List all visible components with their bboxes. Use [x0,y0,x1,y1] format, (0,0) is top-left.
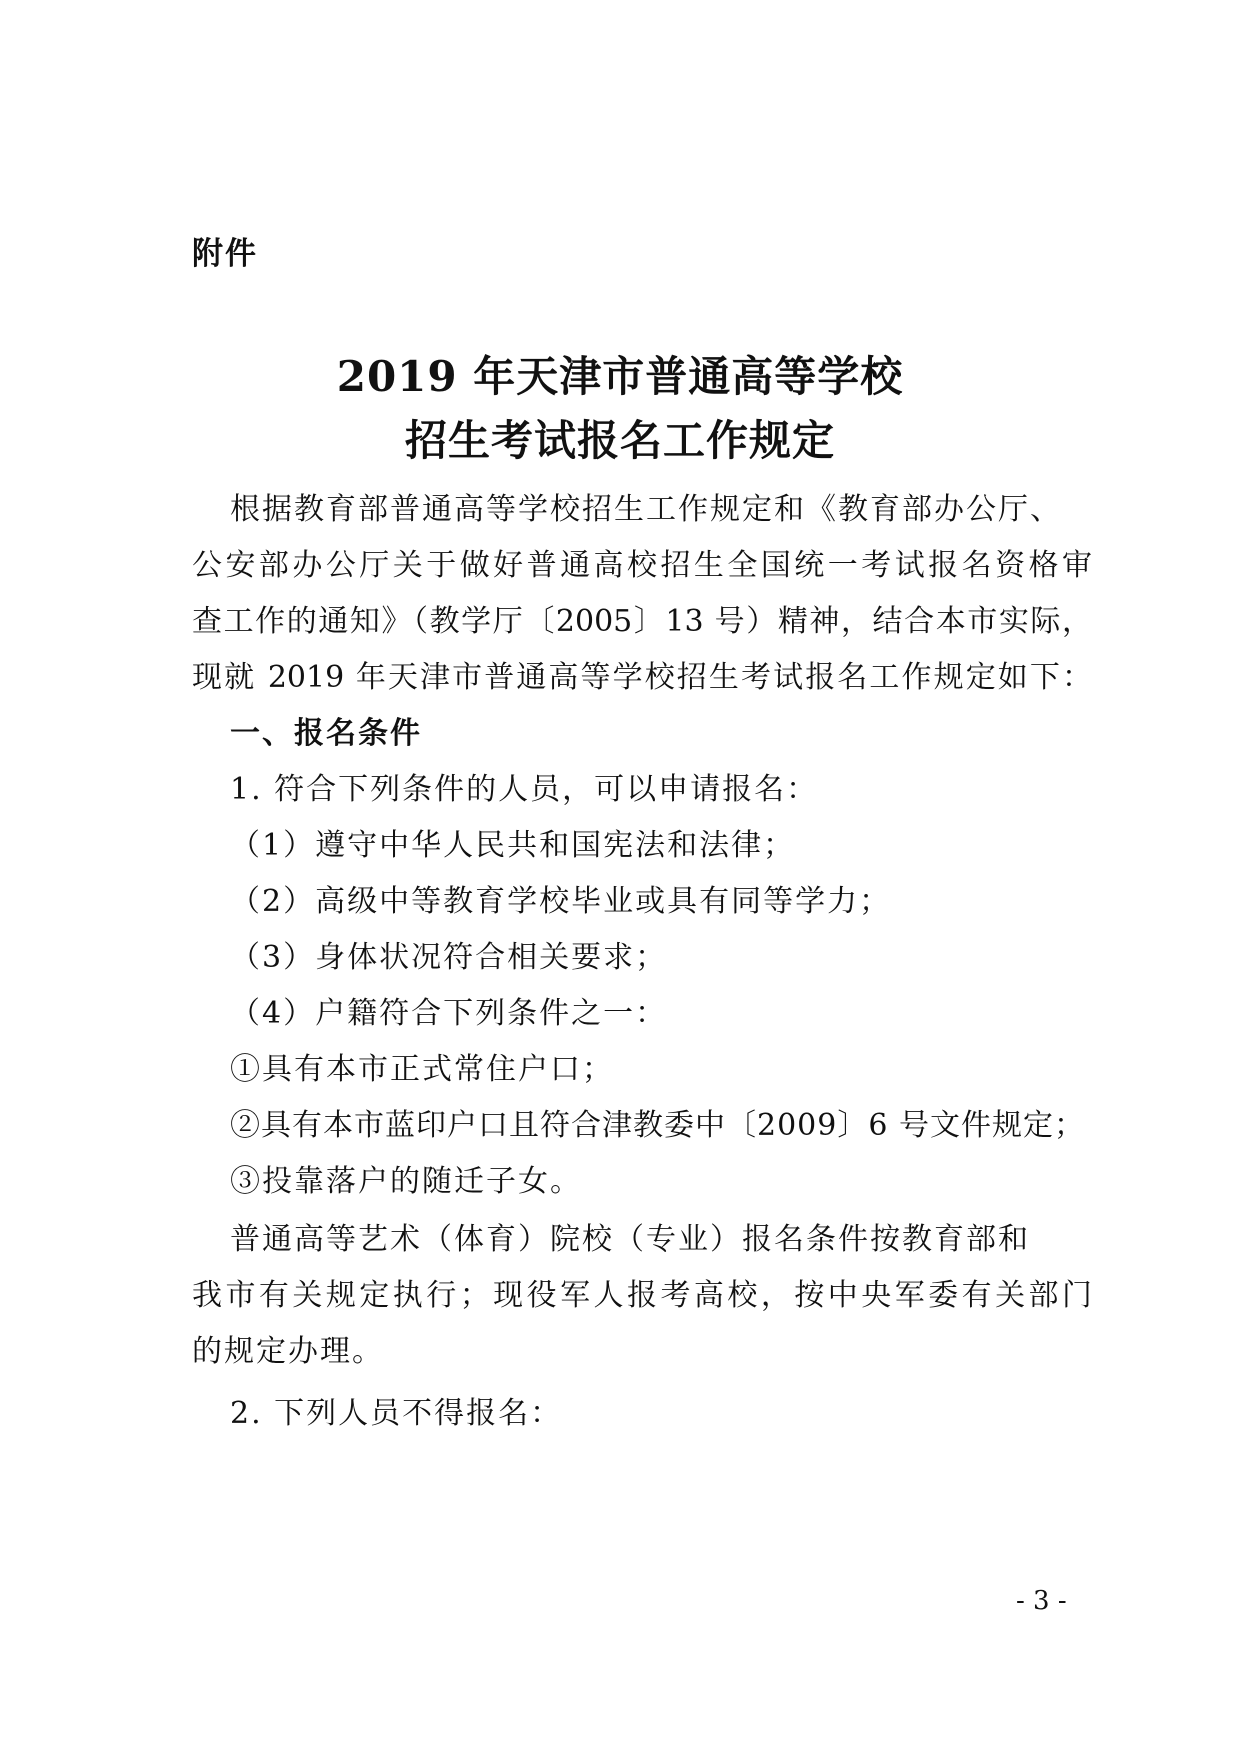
item-2-lead: 2. 下列人员不得报名： [230,1396,563,1431]
intro-line-4: 现就 2019 年天津市普通高等学校招生考试报名工作规定如下： [192,660,1092,695]
section-heading: 一、报名条件 [230,716,422,751]
art-paragraph-line-1: 普通高等艺术（体育）院校（专业）报名条件按教育部和 [230,1222,1030,1257]
art-paragraph-line-3: 的规定办理。 [192,1334,384,1369]
household-item: ①具有本市正式常住户口； [230,1052,614,1087]
condition-item: （1）遵守中华人民共和国宪法和法律； [230,828,796,863]
intro-line-1: 根据教育部普通高等学校招生工作规定和《教育部办公厅、 [230,492,1062,527]
intro-line-2: 公安部办公厅关于做好普通高校招生全国统一考试报名资格审 [192,548,1092,583]
household-item: ③投靠落户的随迁子女。 [230,1164,582,1199]
document-title-line-1: 2019 年天津市普通高等学校 [336,352,904,401]
condition-item: （4）户籍符合下列条件之一： [230,996,668,1031]
item-1-lead: 1. 符合下列条件的人员，可以申请报名： [230,772,819,807]
condition-item: （3）身体状况符合相关要求； [230,940,668,975]
condition-item: （2）高级中等教育学校毕业或具有同等学力； [230,884,892,919]
document-title-line-2: 招生考试报名工作规定 [404,416,835,465]
attachment-label: 附件 [192,236,258,272]
household-item: ②具有本市蓝印户口且符合津教委中〔2009〕6 号文件规定； [230,1108,1085,1143]
page-number: - 3 - [1016,1586,1067,1616]
art-paragraph-line-2: 我市有关规定执行；现役军人报考高校，按中央军委有关部门 [192,1278,1092,1313]
intro-line-3: 查工作的通知》（教学厅〔2005〕13 号）精神，结合本市实际， [192,604,1092,639]
